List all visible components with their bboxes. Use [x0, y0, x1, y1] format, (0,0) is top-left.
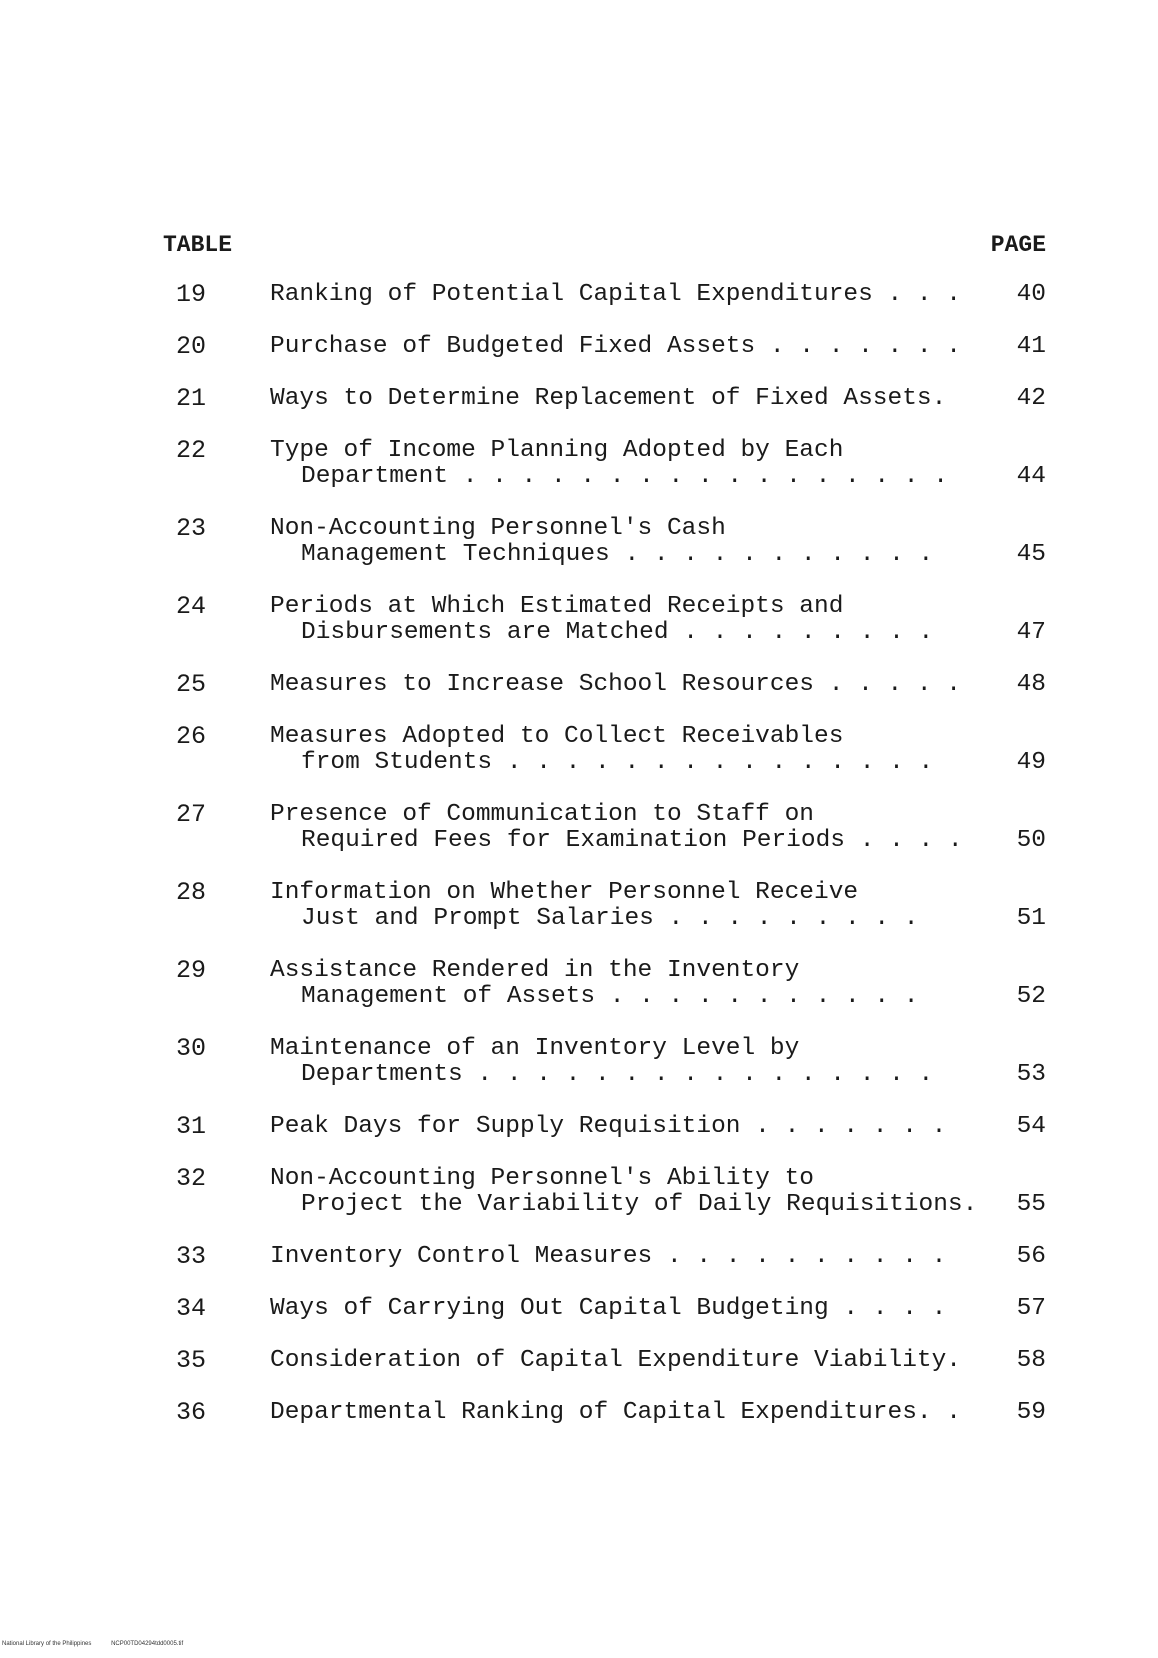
- table-title-line-1: Maintenance of an Inventory Level by: [270, 1035, 800, 1062]
- page-number: 47: [1016, 619, 1046, 646]
- table-column-header: TABLE: [163, 232, 233, 258]
- table-number: 28: [176, 878, 207, 907]
- table-title-line-2: from Students . . . . . . . . . . . . . . .: [301, 749, 934, 776]
- scan-footer: [2, 1641, 201, 1647]
- table-title-line-2: Disbursements are Matched . . . . . . . . .: [301, 619, 934, 646]
- list-item: [0, 1114, 1158, 1166]
- table-title: [270, 282, 1050, 308]
- table-title-line-1: Measures to Increase School Resources . . . . .: [270, 671, 962, 698]
- list-of-tables: [0, 282, 1158, 1452]
- table-number: 32: [176, 1164, 207, 1193]
- list-item: [0, 282, 1158, 334]
- list-item: [0, 802, 1158, 880]
- table-title-line-2: Management Techniques . . . . . . . . . . .: [301, 541, 934, 568]
- table-title-line-1: Information on Whether Personnel Receive: [270, 879, 859, 906]
- table-title-line-2: Department . . . . . . . . . . . . . . . . .: [301, 463, 948, 490]
- table-title-line-2: Departments . . . . . . . . . . . . . . . .: [301, 1061, 934, 1088]
- list-item: [0, 438, 1158, 516]
- page-number: 45: [1016, 541, 1046, 568]
- table-title: [270, 1244, 1050, 1270]
- table-title: [270, 386, 1050, 412]
- list-item: [0, 334, 1158, 386]
- table-number: 27: [176, 800, 207, 829]
- table-number: 24: [176, 592, 207, 621]
- list-item: [0, 1400, 1158, 1452]
- table-title: [270, 594, 1050, 646]
- table-title-line-1: Departmental Ranking of Capital Expenditures. .: [270, 1399, 962, 1426]
- table-number: 34: [176, 1294, 207, 1323]
- table-number: 30: [176, 1034, 207, 1063]
- table-number: 21: [176, 384, 207, 413]
- table-number: 33: [176, 1242, 207, 1271]
- list-item: [0, 1166, 1158, 1244]
- table-title-line-1: Periods at Which Estimated Receipts and: [270, 593, 844, 620]
- list-item: [0, 724, 1158, 802]
- page-number: 40: [1016, 281, 1046, 308]
- page-number: 41: [1016, 333, 1046, 360]
- list-item: [0, 1036, 1158, 1114]
- page-number: 44: [1016, 463, 1046, 490]
- table-title: [270, 334, 1050, 360]
- list-item: [0, 880, 1158, 958]
- page-number: 56: [1016, 1243, 1046, 1270]
- table-title: [270, 1348, 1050, 1374]
- table-number: 23: [176, 514, 207, 543]
- table-title: [270, 1166, 1050, 1218]
- table-title-line-1: Type of Income Planning Adopted by Each: [270, 437, 844, 464]
- table-title-line-2: Required Fees for Examination Periods . . . .: [301, 827, 963, 854]
- table-title: [270, 672, 1050, 698]
- footer-library: National Library of the Philippines: [2, 1641, 92, 1647]
- page-number: 57: [1016, 1295, 1046, 1322]
- page-number: 58: [1016, 1347, 1046, 1374]
- list-item: [0, 1244, 1158, 1296]
- page-number: 54: [1016, 1113, 1046, 1140]
- page-number: 48: [1016, 671, 1046, 698]
- table-title: [270, 438, 1050, 490]
- table-title-line-1: Ways to Determine Replacement of Fixed Assets.: [270, 385, 947, 412]
- table-number: 25: [176, 670, 207, 699]
- page-number: 42: [1016, 385, 1046, 412]
- table-title-line-2: Management of Assets . . . . . . . . . . .: [301, 983, 919, 1010]
- table-title-line-1: Consideration of Capital Expenditure Viability.: [270, 1347, 962, 1374]
- table-number: 26: [176, 722, 207, 751]
- table-title-line-1: Inventory Control Measures . . . . . . . . . .: [270, 1243, 947, 1270]
- table-number: 29: [176, 956, 207, 985]
- list-item: [0, 1296, 1158, 1348]
- page-column-header: PAGE: [990, 232, 1046, 258]
- table-title-line-1: Non-Accounting Personnel's Cash: [270, 515, 726, 542]
- table-title: [270, 724, 1050, 776]
- footer-file-id: NCP00TD04294tdd0005.tif: [111, 1641, 184, 1647]
- table-title: [270, 516, 1050, 568]
- table-title-line-1: Peak Days for Supply Requisition . . . . . . .: [270, 1113, 947, 1140]
- page-number: 49: [1016, 749, 1046, 776]
- list-item: [0, 1348, 1158, 1400]
- page-number: 51: [1016, 905, 1046, 932]
- list-item: [0, 958, 1158, 1036]
- table-title-line-2: Just and Prompt Salaries . . . . . . . . .: [301, 905, 919, 932]
- table-title-line-1: Measures Adopted to Collect Receivables: [270, 723, 844, 750]
- list-item: [0, 386, 1158, 438]
- table-title: [270, 1296, 1050, 1322]
- list-item: [0, 516, 1158, 594]
- table-title: [270, 1400, 1050, 1426]
- table-number: 31: [176, 1112, 207, 1141]
- table-number: 35: [176, 1346, 207, 1375]
- table-title-line-1: Non-Accounting Personnel's Ability to: [270, 1165, 814, 1192]
- table-title-line-1: Ways of Carrying Out Capital Budgeting . . . .: [270, 1295, 947, 1322]
- page-number: 53: [1016, 1061, 1046, 1088]
- table-title: [270, 958, 1050, 1010]
- page-number: 59: [1016, 1399, 1046, 1426]
- table-title-line-1: Ranking of Potential Capital Expenditures . . .: [270, 281, 962, 308]
- page-number: 55: [1016, 1191, 1046, 1218]
- table-title: [270, 1036, 1050, 1088]
- table-title-line-1: Purchase of Budgeted Fixed Assets . . . . . . .: [270, 333, 962, 360]
- table-number: 36: [176, 1398, 207, 1427]
- table-title-line-1: Assistance Rendered in the Inventory: [270, 957, 800, 984]
- list-item: [0, 594, 1158, 672]
- table-title-line-2: Project the Variability of Daily Requisitions.: [301, 1191, 978, 1218]
- page-number: 52: [1016, 983, 1046, 1010]
- table-title-line-1: Presence of Communication to Staff on: [270, 801, 814, 828]
- table-number: 22: [176, 436, 207, 465]
- table-number: 19: [176, 280, 207, 309]
- table-number: 20: [176, 332, 207, 361]
- page-number: 50: [1016, 827, 1046, 854]
- table-title: [270, 880, 1050, 932]
- table-title: [270, 802, 1050, 854]
- table-title: [270, 1114, 1050, 1140]
- list-item: [0, 672, 1158, 724]
